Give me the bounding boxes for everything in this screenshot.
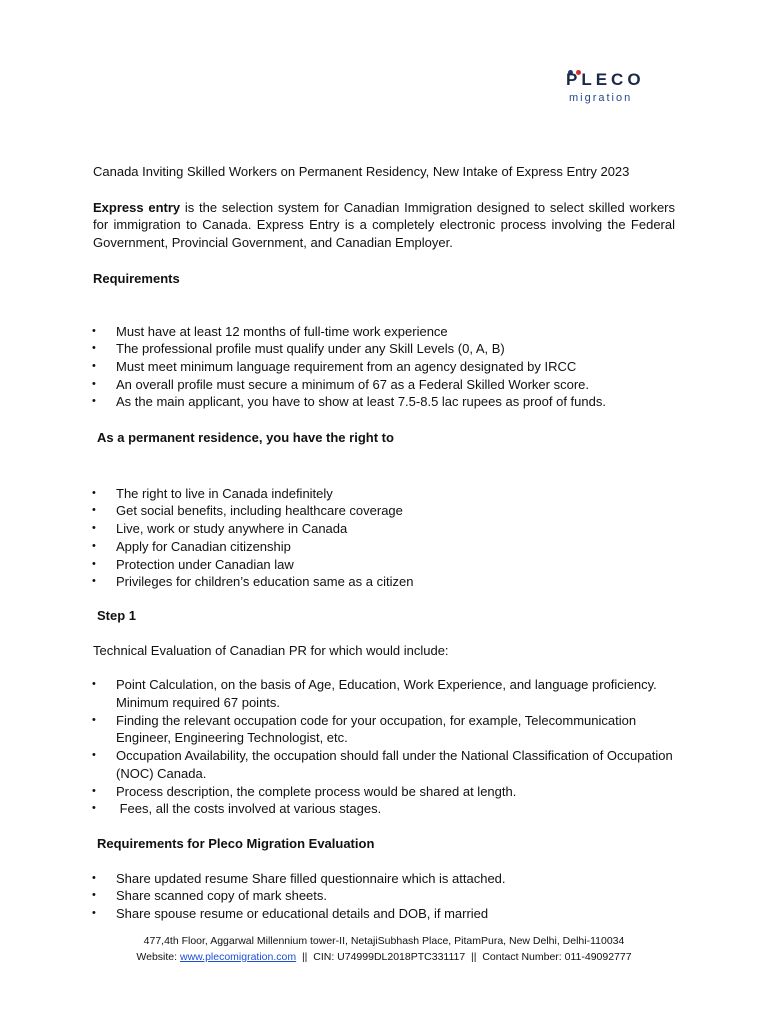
list-item: • Get social benefits, including healthcare coverage [93, 502, 675, 520]
requirements-heading: Requirements [93, 270, 180, 286]
list-item: • Apply for Canadian citizenship [93, 538, 675, 556]
list-item: • Finding the relevant occupation code for your occupation, for example, Telecommunication Engineer, Engineering Technologist, etc. [93, 712, 675, 747]
step1-lead: Technical Evaluation of Canadian PR for which would include: [93, 642, 449, 658]
list-item: • Point Calculation, on the basis of Age, Education, Work Experience, and language proficiency. Minimum required 67 points. [93, 676, 675, 711]
list-item: • The right to live in Canada indefinitely [93, 485, 675, 503]
document-title: Canada Inviting Skilled Workers on Permanent Residency, New Intake of Express Entry 2023 [93, 164, 630, 179]
footer-cin: CIN: U74999DL2018PTC331117 [313, 950, 466, 963]
evaluation-heading: Requirements for Pleco Migration Evaluation [97, 835, 375, 851]
list-item: • Share updated resume Share filled questionnaire which is attached. [93, 870, 675, 888]
list-item: • Occupation Availability, the occupation should fall under the National Classification of Occupation (NOC) Canada. [93, 747, 675, 782]
list-item: • Fees, all the costs involved at various stages. [93, 800, 675, 818]
list-item: • Process description, the complete process would be shared at length. [93, 783, 675, 801]
intro-paragraph [93, 199, 675, 252]
list-item: • Share spouse resume or educational details and DOB, if married [93, 905, 675, 923]
list-item: • Must meet minimum language requirement from an agency designated by IRCC [93, 358, 675, 376]
list-item: • Privileges for children’s education same as a citizen [93, 573, 675, 591]
intro-text: is the selection system for Canadian Immigration designed to select skilled workers for immigration to Canada. Express Entry is a completely electronic process involving the Federal Government, Provincial Government, and Canadian Employer. [93, 199, 676, 251]
list-item: • As the main applicant, you have to show at least 7.5-8.5 lac rupees as proof of funds. [93, 393, 675, 411]
footer-website-link[interactable]: www.plecomigration.com [179, 950, 297, 963]
list-item: • Live, work or study anywhere in Canada [93, 520, 675, 538]
rights-heading: As a permanent residence, you have the right to [97, 430, 394, 446]
requirements-list [93, 323, 675, 412]
footer-separator: || [465, 950, 483, 963]
list-item: • The professional profile must qualify under any Skill Levels (0, A, B) [93, 340, 675, 358]
logo-subtitle: migration [569, 92, 633, 104]
pleco-logo [566, 62, 666, 106]
logo-brand: PLECO [566, 70, 645, 89]
footer-contact-number: Contact Number: 011-49092777 [482, 950, 632, 963]
evaluation-list [93, 870, 675, 923]
rights-list [93, 485, 675, 591]
footer-separator: || [296, 950, 314, 963]
footer-website-label: Website: [136, 950, 180, 963]
intro-bold-lead: Express entry [93, 199, 181, 215]
list-item: • Must have at least 12 months of full-time work experience [93, 323, 675, 341]
page-footer [0, 934, 768, 965]
document-body [93, 163, 675, 923]
footer-address: 477,4th Floor, Aggarwal Millennium tower-II, NetajiSubhash Place, PitamPura, New Delhi, Delhi-110034 [143, 935, 625, 947]
step1-list [93, 676, 675, 818]
step1-heading: Step 1 [97, 607, 137, 623]
list-item: • Protection under Canadian law [93, 556, 675, 574]
footer-contact-line [0, 950, 768, 966]
list-item: • Share scanned copy of mark sheets. [93, 887, 675, 905]
list-item: • An overall profile must secure a minimum of 67 as a Federal Skilled Worker score. [93, 376, 675, 394]
